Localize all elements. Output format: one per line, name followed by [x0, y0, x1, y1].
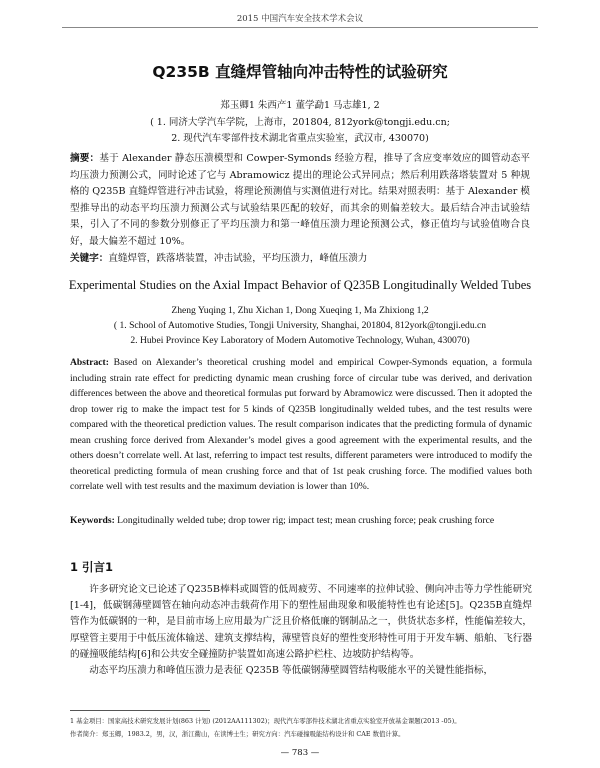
- english-keywords-label: Keywords:: [70, 515, 115, 526]
- english-abstract-text: Based on Alexander’s theoretical crushing model and empirical Cowper-Symonds equation, a formula including strain rate effect for predicting dynamic mean crushing force of circular tube was derived, and derivation differences between the above and theoretical formulas put forward by Abramowicz were discussed. Then it adopted the drop tower rig to make the impact test for 5 kinds of Q235B longitudinally welded tubes, and the test results were compared with the theoretical prediction values. The result comparison indicates that the predicting formula of dynamic mean crushing force derived from Alexander’s model gives a good agreement with the experimental results, and the others doesn’t correlate well. At last, referring to impact test results, different parameters were introduced to modify the theoretical predicting formula of mean crushing force and that of 1st peak crushing force. The modified values both correlate well with test results and the maximum deviation is lower than 10%.: [70, 357, 532, 492]
- footnotes: [70, 715, 532, 741]
- paragraph: 动态平均压溃力和峰值压溃力是表征 Q235B 等低碳钢薄壁圆管结构吸能水平的关键性能指标，: [89, 665, 494, 677]
- chinese-abstract-label: 摘要：: [70, 153, 100, 164]
- section-heading-introduction: 1 引言1: [70, 560, 114, 574]
- page-number: — 783 —: [280, 748, 320, 758]
- chinese-abstract: [70, 151, 530, 251]
- english-abstract-label: Abstract:: [70, 357, 109, 368]
- english-abstract: [70, 355, 532, 495]
- footnote-funding: 1 基金项目：国家高技术研究发展计划(863 计划) (2012AA111302)；现代汽车零部件技术湖北省重点实验室开放基金课题(2013 -05)。: [70, 717, 461, 725]
- running-header: 2015 中国汽车安全技术学术会议: [236, 14, 364, 24]
- chinese-keywords-text: 直缝焊管，跌落塔装置，冲击试验，平均压溃力，峰值压溃力: [108, 253, 368, 264]
- english-authors: Zheng Yuqing 1, Zhu Xichan 1, Dong Xueqing 1, Ma Zhixiong 1,2: [171, 305, 429, 316]
- paragraph: 许多研究论文已论述了Q235B棒料或圆管的低周疲劳、不同速率的拉伸试验、侧向冲击等力学性能研究[1-4]，低碳钢薄壁圆管在轴向动态冲击载荷作用下的塑性屈曲现象和吸能特性也有论述[5]。Q235B直缝焊管作为低碳钢的一种，是目前市场上应用最为广泛且价格低廉的钢制品之一，供货状态多样，性能偏差较大，厚壁管主要用于中低压流体输送、建筑支撑结构，薄壁管良好的塑性变形特性可用于开发车辆、船舶、飞行器的碰撞吸能结构[6]和公共安全碰撞防护装置如高速公路护栏柱、边坡防护结构等。: [70, 584, 532, 660]
- english-keywords-text: Longitudinally welded tube; drop tower rig; impact test; mean crushing force; peak crushing force: [117, 515, 495, 526]
- english-keywords: [70, 513, 532, 529]
- footnote-author-bio: 作者简介：郑玉卿，1983.2，男，汉，浙江衢山，在读博士生；研究方向：汽车碰撞吸能结构设计和 CAE 数值计算。: [70, 730, 405, 738]
- footnote-rule: [70, 710, 210, 711]
- chinese-affiliation-2: 2. 现代汽车零部件技术湖北省重点实验室，武汉市, 430070): [171, 133, 429, 144]
- chinese-title: Q235B 直缝焊管轴向冲击特性的试验研究: [152, 63, 448, 81]
- introduction-body: [70, 582, 532, 679]
- english-title: Experimental Studies on the Axial Impact Behavior of Q235B Longitudinally Welded Tubes: [68, 278, 532, 292]
- chinese-authors: 郑玉卿1 朱西产1 董学勐1 马志雄1, 2: [220, 100, 380, 111]
- english-affiliation-2: 2. Hubei Province Key Laboratory of Modern Automotive Technology, Wuhan, 430070): [130, 335, 470, 346]
- chinese-keywords-label: 关键字：: [70, 253, 109, 264]
- english-affiliation-1: ( 1. School of Automotive Studies, Tongji University, Shanghai, 201804, 812york@tongji.edu.cn: [113, 320, 487, 331]
- header-rule: [62, 27, 538, 28]
- chinese-affiliation-1: ( 1. 同济大学汽车学院，上海市，201804, 812york@tongji.edu.cn;: [150, 117, 450, 128]
- chinese-keywords: [70, 251, 530, 267]
- chinese-abstract-text: 基于 Alexander 静态压溃模型和 Cowper-Symonds 经验方程，推导了含应变率效应的圆管动态平均压溃力预测公式，同时论述了它与 Abramowicz 提出的理论公式异同点；然后利用跌落塔装置对 5 种规格的 Q235B 直缝焊管进行冲击试验，将理论预测值与实测值进行对比。结果对照表明：基于 Alexander 模型推导出的动态平均压溃力预测公式与试验结果匹配的较好，而其余的则偏差较大。最后结合冲击试验结果，引入了不同的参数分别修正了平均压溃力和第一峰值压溃力理论预测公式，修正值均与试验值吻合良好，最大偏差不超过 10%。: [70, 153, 531, 247]
